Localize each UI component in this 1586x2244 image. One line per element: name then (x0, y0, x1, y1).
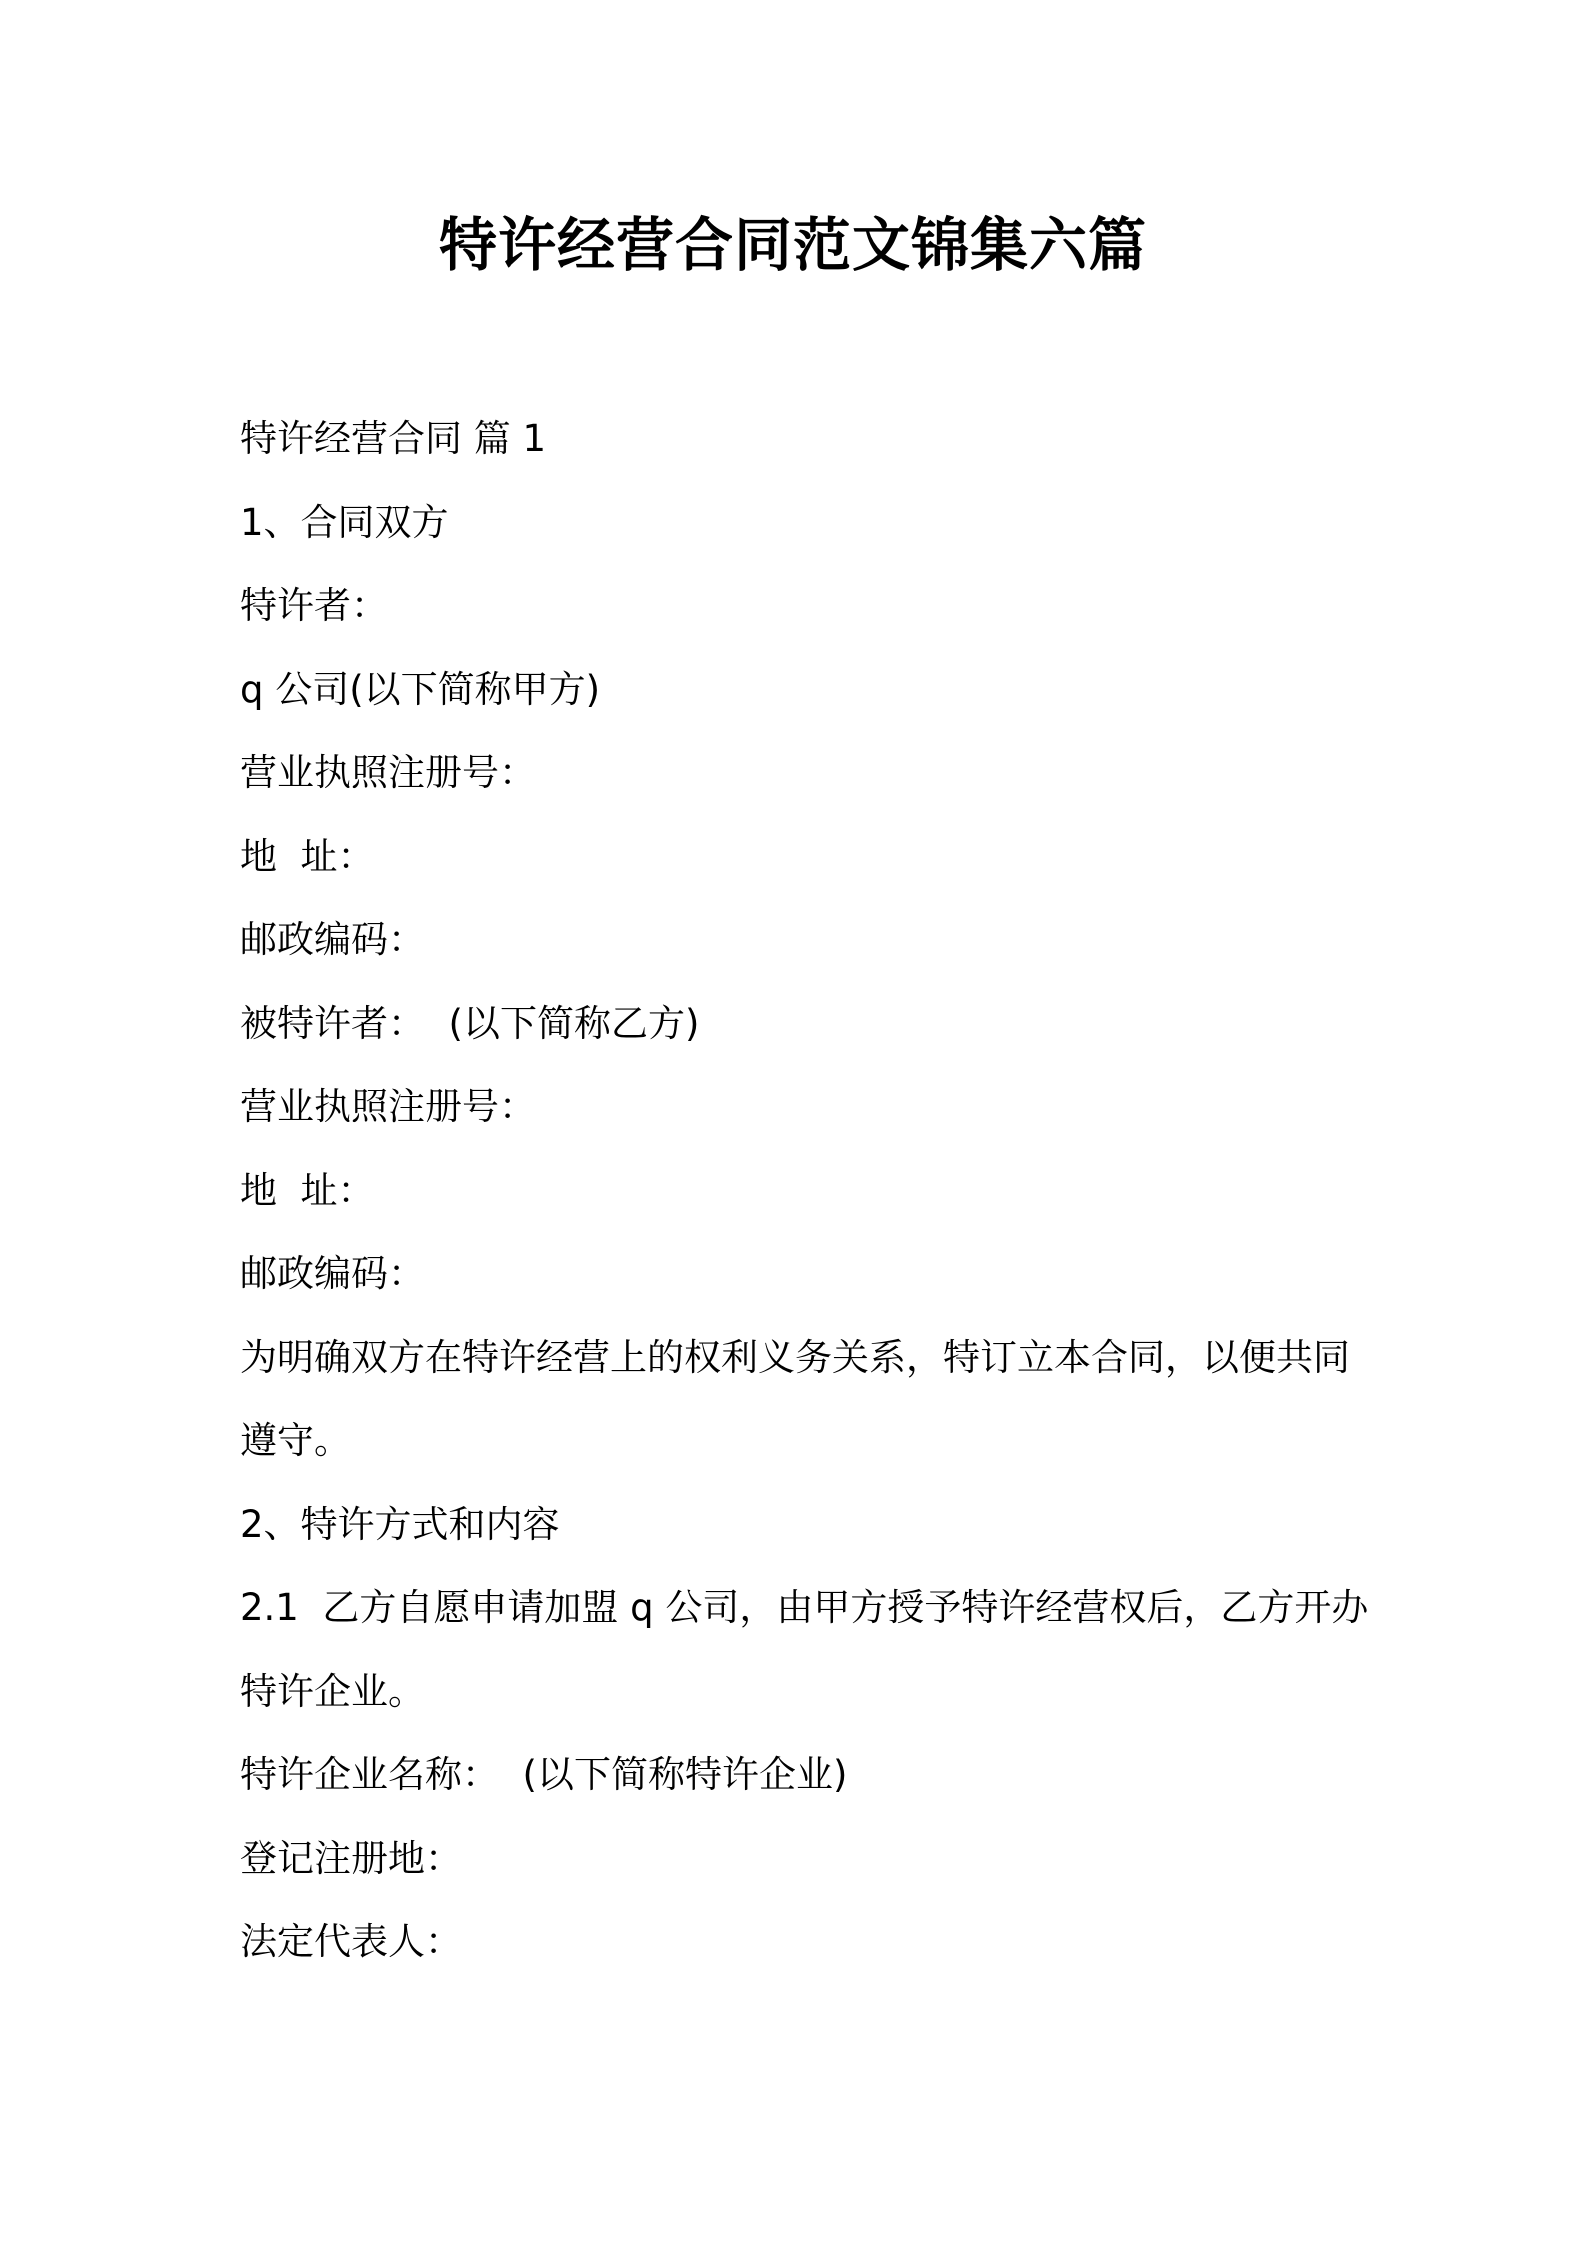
franchisee-license-number: 营业执照注册号： (240, 1085, 536, 1128)
franchisor-label: 特许者： (240, 584, 388, 627)
clause-2-1-line-2: 特许企业。 (240, 1669, 425, 1713)
registration-place: 登记注册地： (240, 1836, 462, 1880)
franchisor-license-number: 营业执照注册号： (240, 751, 536, 794)
franchisee-address: 地 址： (240, 1168, 375, 1212)
document-title: 特许经营合同范文锦集六篇 (438, 211, 1147, 279)
clause-heading-parties: 1、合同双方 (240, 500, 449, 544)
clause-2-1-line-1: 2.1 乙方自愿申请加盟 q 公司，由甲方授予特许经营权后，乙方开办 (240, 1586, 1369, 1629)
franchisor-postal-code: 邮政编码： (240, 918, 425, 961)
franchisee-label: 被特许者： (以下简称乙方) (240, 1001, 700, 1045)
legal-representative: 法定代表人： (240, 1920, 462, 1963)
franchise-enterprise-name: 特许企业名称： (以下简称特许企业) (240, 1753, 848, 1796)
franchisor-address: 地 址： (240, 834, 375, 878)
document-body (240, 397, 1369, 1984)
franchisor-company: q 公司(以下简称甲方) (240, 667, 601, 711)
purpose-paragraph-line-1: 为明确双方在特许经营上的权利义务关系，特订立本合同，以便共同 (240, 1335, 1350, 1379)
purpose-paragraph-line-2: 遵守。 (240, 1419, 351, 1462)
clause-heading-franchise-method: 2、特许方式和内容 (240, 1502, 560, 1546)
franchisee-postal-code: 邮政编码： (240, 1252, 425, 1295)
section-heading-contract-1: 特许经营合同 篇 1 (240, 417, 547, 460)
